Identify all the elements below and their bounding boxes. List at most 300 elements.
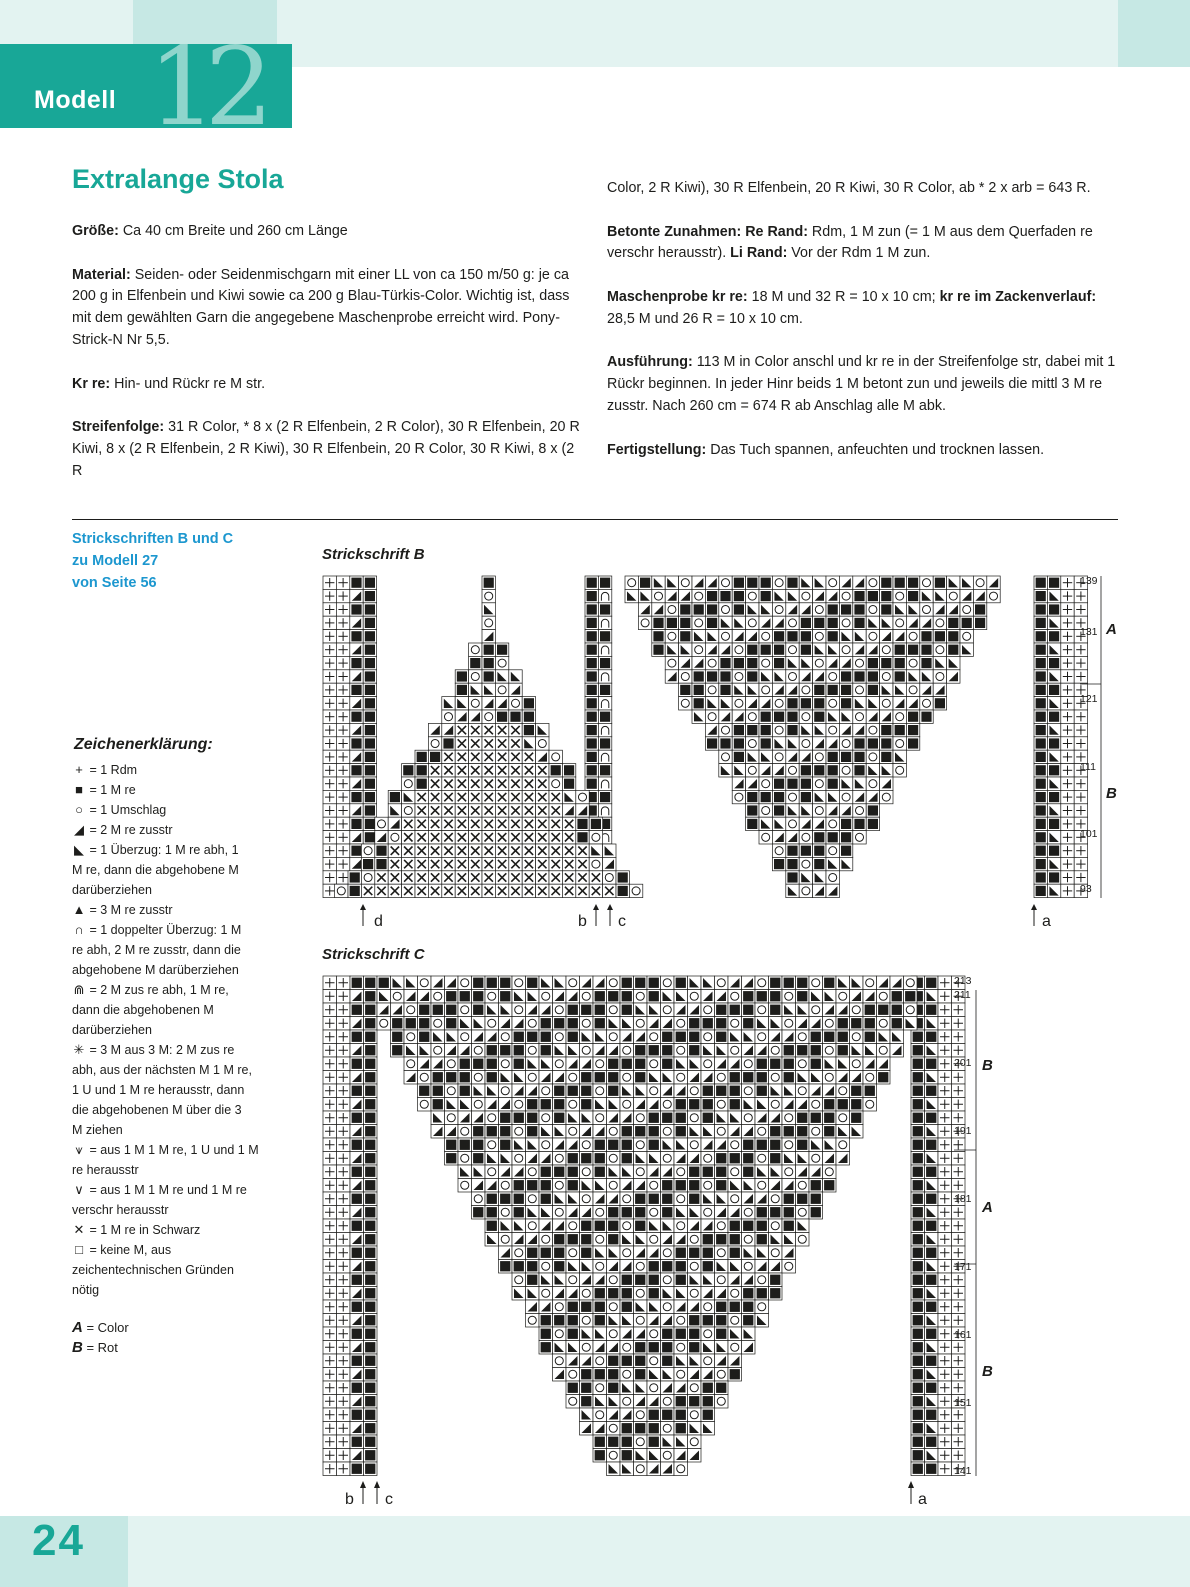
stitch-knit [365, 1315, 375, 1325]
legend-text: = keine M, aus [86, 1243, 172, 1257]
stitch-knit [595, 1450, 605, 1460]
stitch-knit [473, 1126, 483, 1136]
chart-cell [634, 1462, 648, 1476]
chart-cell [782, 1165, 796, 1179]
chart-cell [647, 1327, 661, 1341]
stitch-knit [473, 991, 483, 1001]
chart-cell [620, 1395, 634, 1409]
chart-cell [553, 1354, 567, 1368]
chart-cell [701, 1030, 715, 1044]
chart-cell [836, 1084, 850, 1098]
chart-cell [526, 1165, 540, 1179]
stitch-knit [365, 1275, 375, 1285]
stitch-knit [662, 1356, 672, 1366]
chart-cell [688, 1408, 702, 1422]
chart-cell [674, 1017, 688, 1031]
chart-cell [674, 1314, 688, 1328]
stitch-knit [926, 1383, 936, 1393]
row-number: 191 [954, 1125, 972, 1137]
stitch-knit [770, 1288, 780, 1298]
stitch-knit [838, 1099, 848, 1109]
chart-cell [607, 1152, 621, 1166]
chart-cell [539, 1233, 553, 1247]
chart-cell [512, 1273, 526, 1287]
stitch-knit [662, 1329, 672, 1339]
stitch-knit [365, 1126, 375, 1136]
stitch-knit [662, 1032, 672, 1042]
legend-text: M ziehen [72, 1123, 123, 1137]
chart-cell [755, 1300, 769, 1314]
stitch-knit [811, 1032, 821, 1042]
chart-cell [526, 1044, 540, 1058]
stitch-knit [365, 1153, 375, 1163]
stitch-knit [635, 1126, 645, 1136]
stitch-knit [446, 1153, 456, 1163]
stitch-knit [689, 1396, 699, 1406]
stitch-knit [433, 1099, 443, 1109]
stitch-knit [824, 978, 834, 988]
chart-cell [674, 1044, 688, 1058]
stitch-knit [460, 991, 470, 1001]
chart-cell [593, 1354, 607, 1368]
chart-cell [445, 1084, 459, 1098]
stitch-knit [527, 1099, 537, 1109]
stitch-knit [365, 1396, 375, 1406]
stitch-knit [662, 1261, 672, 1271]
stitch-knit [595, 1167, 605, 1177]
stitch-knit [913, 1221, 923, 1231]
stitch-knit [926, 1410, 936, 1420]
chart-cell [661, 1246, 675, 1260]
stitch-knit [662, 1342, 672, 1352]
stitch-knit [811, 1045, 821, 1055]
stitch-knit [473, 978, 483, 988]
chart-cell [566, 1125, 580, 1139]
stitch-knit [797, 1140, 807, 1150]
stitch-knit [784, 1221, 794, 1231]
model-number: 12 [148, 25, 262, 150]
stitch-knit [689, 1032, 699, 1042]
section-label: A [982, 1199, 993, 1216]
legend-text: = aus 1 M 1 M re und 1 M re [86, 1183, 247, 1197]
stitch-knit [352, 1410, 362, 1420]
legend-a: A = Color [72, 1319, 129, 1336]
chart-cell [755, 1003, 769, 1017]
chart-b-title: Strickschrift B [322, 546, 425, 563]
stitch-knit [757, 1221, 767, 1231]
legend-b: B = Rot [72, 1339, 118, 1356]
stitch-knit [581, 1383, 591, 1393]
chart-cell [580, 1017, 594, 1031]
stitch-knit [568, 1153, 578, 1163]
stitch-knit [595, 1369, 605, 1379]
chart-cell [580, 990, 594, 1004]
stitch-knit [892, 1018, 902, 1028]
stitch-knit [514, 1113, 524, 1123]
chart-cell [769, 1192, 783, 1206]
chart-cell [688, 1138, 702, 1152]
stitch-knit [365, 1248, 375, 1258]
stitch-knit [595, 1072, 605, 1082]
legend-text: dann die abgehobenen M [72, 1003, 214, 1017]
chart-cell [607, 1449, 621, 1463]
stitch-knit [581, 1099, 591, 1109]
stitch-knit [770, 1126, 780, 1136]
stitch-knit [797, 1113, 807, 1123]
stitch-knit [716, 1005, 726, 1015]
stitch-knit [595, 991, 605, 1001]
stitch-knit [379, 978, 389, 988]
stitch-knit [514, 1194, 524, 1204]
chart-cell [431, 1044, 445, 1058]
stitch-knit [905, 991, 915, 1001]
chart-cell [647, 1084, 661, 1098]
stitch-knit [926, 1329, 936, 1339]
stitch-knit [649, 978, 659, 988]
stitch-knit [473, 1207, 483, 1217]
stitch-knit [487, 1221, 497, 1231]
chart-cell [566, 976, 580, 990]
stitch-knit [689, 1018, 699, 1028]
stitch-knit [649, 1113, 659, 1123]
stitch-knit [913, 1059, 923, 1069]
marker-arrow [374, 1481, 380, 1488]
stitch-knit [730, 1248, 740, 1258]
chart-cell [742, 1057, 756, 1071]
stitch-knit [878, 1005, 888, 1015]
chart-cell [634, 1111, 648, 1125]
stitch-knit [541, 1315, 551, 1325]
legend-symbol: ✳ [73, 1042, 85, 1057]
stitch-knit [487, 1207, 497, 1217]
stitch-knit [770, 991, 780, 1001]
stitch-knit [649, 1140, 659, 1150]
model-word: Modell [34, 86, 117, 114]
stitch-knit [473, 1059, 483, 1069]
chart-cell [755, 1179, 769, 1193]
legend-text: = 1 doppelter Überzug: 1 M [86, 923, 242, 937]
stitch-knit [703, 1315, 713, 1325]
stitch-knit [500, 991, 510, 1001]
stitch-knit [913, 1261, 923, 1271]
chart-cell [904, 976, 918, 990]
row-number: 141 [954, 1465, 972, 1477]
stitch-knit [541, 1342, 551, 1352]
stitch-knit [500, 1140, 510, 1150]
chart-cell [553, 1327, 567, 1341]
chart-cell [755, 976, 769, 990]
chart-cell [620, 1044, 634, 1058]
stitch-knit [365, 1437, 375, 1447]
stitch-knit [676, 1329, 686, 1339]
chart-cell [647, 1030, 661, 1044]
stitch-knit [554, 1248, 564, 1258]
chart-cell [580, 1287, 594, 1301]
stitch-knit [716, 1383, 726, 1393]
stitch-knit [730, 1086, 740, 1096]
chart-cell [512, 1098, 526, 1112]
stitch-knit [460, 1072, 470, 1082]
stitch-knit [703, 1099, 713, 1109]
chart-cell [715, 1125, 729, 1139]
stitch-knit [743, 1072, 753, 1082]
row-number: 111 [1080, 761, 1096, 773]
stitch-knit [703, 1383, 713, 1393]
stitch-knit [797, 978, 807, 988]
chart-cell [607, 1179, 621, 1193]
stitch-knit [689, 1045, 699, 1055]
paragraph-size: Größe: Ca 40 cm Breite und 260 cm Länge [72, 223, 348, 239]
legend-text: re abh, 2 M re zusstr, dann die [72, 943, 241, 957]
chart-cell [796, 1206, 810, 1220]
stitch-knit [913, 1072, 923, 1082]
legend-text: M re, dann die abgehobene M [72, 863, 239, 877]
chart-cell [539, 1287, 553, 1301]
stitch-knit [595, 1288, 605, 1298]
legend-text: = 2 M zus re abh, 1 M re, [86, 983, 229, 997]
marker-label: b [578, 913, 587, 930]
stitch-knit [913, 1356, 923, 1366]
stitch-knit [824, 1180, 834, 1190]
stitch-knit [689, 1248, 699, 1258]
stitch-knit [527, 1032, 537, 1042]
stitch-knit [892, 1005, 902, 1015]
stitch-knit [554, 1113, 564, 1123]
chart-cell [809, 976, 823, 990]
stitch-knit [892, 991, 902, 1001]
chart-cell [674, 1165, 688, 1179]
chart-cell [634, 1260, 648, 1274]
stitch-knit [568, 1383, 578, 1393]
stitch-knit [743, 1018, 753, 1028]
stitch-knit [595, 1005, 605, 1015]
chart-cell [647, 1233, 661, 1247]
stitch-knit [703, 1234, 713, 1244]
legend-symbol: ∩ [74, 922, 84, 937]
chart-cell [607, 1327, 621, 1341]
cross-reference-line: zu Modell 27 [72, 553, 159, 569]
stitch-knit [926, 1437, 936, 1447]
chart-cell [688, 1111, 702, 1125]
chart-cell [593, 1206, 607, 1220]
chart-cell [404, 1057, 418, 1071]
chart-cell [715, 1273, 729, 1287]
stitch-knit [419, 1005, 429, 1015]
stitch-knit [446, 1005, 456, 1015]
chart-cell [485, 1017, 499, 1031]
stitch-knit [608, 1072, 618, 1082]
chart-cell [661, 1300, 675, 1314]
stitch-knit [581, 1369, 591, 1379]
chart-cell [539, 990, 553, 1004]
stitch-knit [926, 1059, 936, 1069]
stitch-knit [926, 1113, 936, 1123]
chart-cell [593, 1084, 607, 1098]
chart-cell [863, 1071, 877, 1085]
stitch-knit [554, 1086, 564, 1096]
stitch-knit [554, 1018, 564, 1028]
stitch-knit [676, 1099, 686, 1109]
stitch-knit [730, 1221, 740, 1231]
chart-cell [553, 1030, 567, 1044]
stitch-knit [352, 1383, 362, 1393]
stitch-knit [635, 1423, 645, 1433]
stitch-knit [743, 991, 753, 1001]
stitch-knit [568, 1167, 578, 1177]
chart-cell [755, 1152, 769, 1166]
stitch-knit [730, 1099, 740, 1109]
chart-cell [620, 1341, 634, 1355]
chart-cell [701, 1300, 715, 1314]
stitch-knit [913, 1099, 923, 1109]
chart-cell [526, 1071, 540, 1085]
page-title: Extralange Stola [72, 164, 284, 194]
stitch-knit [581, 1234, 591, 1244]
stitch-knit [649, 1423, 659, 1433]
stitch-knit [500, 1194, 510, 1204]
stitch-knit [365, 1207, 375, 1217]
chart-cell [485, 1138, 499, 1152]
chart-cell [620, 1098, 634, 1112]
row-number: 181 [954, 1193, 972, 1205]
cross-reference-line: von Seite 56 [72, 575, 157, 591]
chart-cell [755, 1030, 769, 1044]
stitch-knit [797, 991, 807, 1001]
chart-cell [742, 1260, 756, 1274]
marker-label: d [374, 913, 383, 930]
chart-cell [877, 990, 891, 1004]
chart-cell [701, 1179, 715, 1193]
chart-cell [674, 1219, 688, 1233]
chart-cell [863, 1098, 877, 1112]
chart-cell [634, 1435, 648, 1449]
chart-cell [620, 1368, 634, 1382]
stitch-knit [797, 1194, 807, 1204]
chart-cell [688, 1381, 702, 1395]
stitch-knit [635, 1342, 645, 1352]
stitch-knit [926, 978, 936, 988]
stitch-knit [581, 1396, 591, 1406]
stitch-knit [352, 1167, 362, 1177]
marker-arrow [360, 1481, 366, 1488]
stitch-knit [926, 1221, 936, 1231]
stitch-knit [770, 1059, 780, 1069]
stitch-knit [419, 1086, 429, 1096]
paragraph-material: Material: Seiden- oder Seidenmischgarn mit einer LL von ca 150 m/50 g: je ca 200 g in Elfenbein und Kiwi sowie ca 200 g Blau-Türkis-Color. Wichtig ist, dass mit dem gewählten Garn die angegebene Maschenprobe erreicht wird. Pony-Strick-N Nr 5,5. [72, 266, 570, 348]
chart-cell [445, 1111, 459, 1125]
chart-cell [634, 1017, 648, 1031]
stitch-knit [716, 1315, 726, 1325]
stitch-knit [352, 1437, 362, 1447]
chart-cell [715, 1246, 729, 1260]
stitch-knit [676, 978, 686, 988]
chart-cell [607, 1003, 621, 1017]
stitch-knit [676, 1275, 686, 1285]
chart-cell [377, 1017, 391, 1031]
stitch-knit [635, 1194, 645, 1204]
stitch-knit [622, 1126, 632, 1136]
stitch-knit [365, 1086, 375, 1096]
legend-symbol: ■ [75, 782, 83, 797]
paragraph-increases: Betonte Zunahmen: Re Rand: Rdm, 1 M zun (= 1 M aus dem Querfaden re verschr herausstr). Li Rand: Vor der Rdm 1 M zun. [607, 223, 1093, 262]
chart-cell [877, 1044, 891, 1058]
stitch-knit [595, 1315, 605, 1325]
stitch-knit [797, 1126, 807, 1136]
stitch-knit [406, 1018, 416, 1028]
chart-cell [620, 1246, 634, 1260]
stitch-knit [527, 978, 537, 988]
chart-cell [566, 1219, 580, 1233]
stitch-knit [365, 1113, 375, 1123]
cross-reference-line: Strickschriften B und C [72, 531, 234, 547]
chart-cell [634, 1138, 648, 1152]
stitch-knit [581, 1153, 591, 1163]
stitch-knit [649, 1288, 659, 1298]
stitch-knit [743, 1302, 753, 1312]
stitch-knit [595, 1153, 605, 1163]
stitch-knit [514, 1207, 524, 1217]
section-label: B [982, 1057, 993, 1074]
stitch-knit [365, 1369, 375, 1379]
stitch-knit [662, 1113, 672, 1123]
stitch-knit [689, 1180, 699, 1190]
stitch-knit [365, 1018, 375, 1028]
stitch-knit [703, 1086, 713, 1096]
chart-cell [472, 1192, 486, 1206]
legend-text: = 2 M re zusstr [86, 823, 173, 837]
stitch-knit [352, 1005, 362, 1015]
stitch-knit [851, 1018, 861, 1028]
legend-text: = 3 M re zusstr [86, 903, 173, 917]
stitch-knit [676, 1180, 686, 1190]
chart-cell [485, 990, 499, 1004]
stitch-knit [797, 1045, 807, 1055]
stitch-knit [352, 1275, 362, 1285]
legend-text: = 3 M aus 3 M: 2 M zus re [86, 1043, 235, 1057]
stitch-knit [635, 1275, 645, 1285]
marker-label: a [1042, 913, 1051, 930]
chart-cell [458, 976, 472, 990]
stitch-knit [743, 1167, 753, 1177]
stitch-knit [913, 1342, 923, 1352]
stitch-knit [730, 1153, 740, 1163]
stitch-knit [568, 1032, 578, 1042]
stitch-knit [487, 1126, 497, 1136]
chart-cell [742, 1111, 756, 1125]
stitch-knit [913, 1450, 923, 1460]
stitch-knit [649, 991, 659, 1001]
chart-cell [593, 1381, 607, 1395]
stitch-knit [926, 1248, 936, 1258]
chart-cell [809, 1125, 823, 1139]
chart-cell [634, 1408, 648, 1422]
chart-cell [566, 1273, 580, 1287]
stitch-knit [365, 1464, 375, 1474]
legend-text: die abgehobenen M über die 3 [72, 1103, 242, 1117]
chart-cell [728, 1138, 742, 1152]
stitch-knit [811, 1180, 821, 1190]
chart-cell [701, 1206, 715, 1220]
chart-c-title: Strickschrift C [322, 946, 425, 963]
footer-band [0, 1516, 1190, 1587]
chart-cell [418, 1071, 432, 1085]
stitch-knit [757, 991, 767, 1001]
chart-cell [472, 1071, 486, 1085]
chart-cell [688, 990, 702, 1004]
stitch-knit [913, 1207, 923, 1217]
stitch-knit [365, 1234, 375, 1244]
chart-cell [728, 990, 742, 1004]
